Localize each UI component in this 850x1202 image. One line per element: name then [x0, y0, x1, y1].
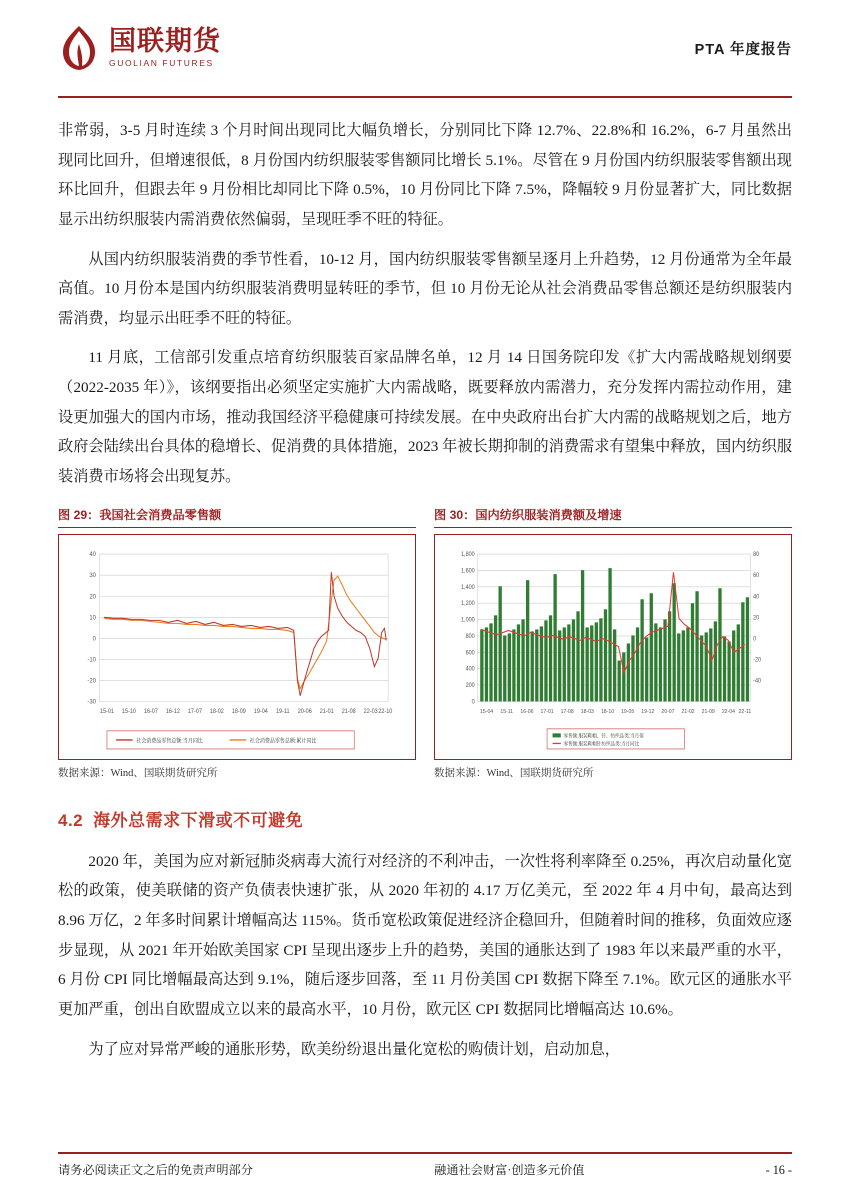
chart-retail-sales [63, 540, 411, 757]
svg-text:21-01: 21-01 [319, 708, 334, 715]
figure-29-source: 数据来源：Wind、国联期货研究所 [58, 767, 218, 779]
svg-text:40: 40 [753, 593, 760, 601]
svg-text:-10: -10 [87, 656, 96, 664]
svg-text:1,400: 1,400 [461, 584, 475, 591]
company-logo [58, 25, 221, 71]
svg-text:1,200: 1,200 [461, 600, 475, 607]
svg-text:15-04: 15-04 [480, 708, 494, 715]
svg-text:20: 20 [753, 614, 760, 622]
paragraph-1: 非常弱，3-5 月时连续 3 个月时间出现同比大幅负增长，分别同比下降 12.7%、22.8%和 16.2%，6-7 月虽然出现同比回升，但增速很低，8 月份国内纺织服装零售额同比增长 5.1%。尽管在 9 月份国内纺织服装零售额出现环比回升，但跟去年 9 月份相比却同比下降 0.5%，10 月份同比下降 7.5%，降幅较 9 月份显著扩大，同比数据显示出纺织服装内需消费依然偏弱，呈现旺季不旺的特征。 [58, 122, 792, 228]
svg-text:1,800: 1,800 [461, 551, 475, 558]
svg-text:21-08: 21-08 [341, 708, 356, 715]
svg-text:社会消费品零售总额:累计同比: 社会消费品零售总额:累计同比 [249, 737, 317, 745]
figure-30-source: 数据来源：Wind、国联期货研究所 [434, 767, 594, 779]
section-heading [58, 806, 792, 831]
svg-text:19-05: 19-05 [621, 708, 635, 715]
svg-text:19-11: 19-11 [275, 708, 290, 715]
figure-30 [434, 506, 792, 780]
figure-29 [58, 506, 416, 780]
svg-text:0: 0 [471, 698, 475, 706]
svg-text:80: 80 [753, 551, 760, 558]
logo-text [109, 28, 221, 68]
svg-text:20-06: 20-06 [297, 708, 312, 715]
paragraph-3: 11 月底，工信部引发重点培育纺织服装百家品牌名单，12 月 14 日国务院印发《扩大内需战略规划纲要（2022-2035 年）》，该纲要指出必须坚定实施扩大内需战略，既要释放内需潜力，充分发挥内需拉动作用，建设更加强大的国内市场，推动我国经济平稳健康可持续发展。在中央政府出台扩大内需的战略规划之后，地方政府会陆续出台具体的稳增长、促消费的具体措施，2023 年被长期抑制的消费需求有望集中释放，国内纺织服装消费市场将会出现复苏。 [58, 349, 792, 486]
svg-text:600: 600 [465, 649, 475, 657]
svg-text:60: 60 [753, 572, 760, 579]
svg-text:22-10: 22-10 [378, 708, 393, 715]
svg-text:社会消费品零售总额:当月同比: 社会消费品零售总额:当月同比 [136, 737, 203, 745]
svg-text:19-12: 19-12 [641, 708, 655, 715]
svg-text:1,600: 1,600 [461, 567, 475, 575]
paragraph-5: 为了应对异常严峻的通胀形势，欧美纷纷退出量化宽松的购债计划，启动加息， [88, 1040, 620, 1058]
svg-text:-40: -40 [753, 678, 762, 685]
svg-text:15-01: 15-01 [99, 708, 114, 715]
logo-company-en: GUOLIAN FUTURES [109, 58, 214, 69]
svg-text:-30: -30 [87, 698, 96, 706]
section-title: 海外总需求下滑或不可避免 [93, 810, 304, 830]
svg-text:22-03: 22-03 [363, 708, 378, 715]
svg-text:18-03: 18-03 [580, 708, 594, 715]
svg-text:400: 400 [465, 666, 475, 673]
svg-text:-20: -20 [753, 657, 762, 664]
svg-text:18-09: 18-09 [231, 708, 246, 715]
svg-text:16-12: 16-12 [165, 708, 180, 715]
figure-29-chart [58, 534, 416, 760]
svg-text:200: 200 [465, 682, 475, 689]
svg-text:22-04: 22-04 [721, 708, 735, 715]
svg-text:22-11: 22-11 [738, 708, 752, 715]
footer-divider [58, 1152, 792, 1154]
logo-company-cn: 国联期货 [109, 26, 221, 57]
svg-text:18-10: 18-10 [600, 708, 615, 715]
header-divider [58, 96, 792, 98]
svg-text:0: 0 [753, 635, 757, 643]
svg-text:17-07: 17-07 [187, 708, 202, 715]
svg-text:20: 20 [89, 592, 96, 601]
page-header [58, 0, 792, 96]
figure-29-caption: 图 29：我国社会消费品零售额 [58, 506, 416, 528]
svg-text:19-04: 19-04 [253, 708, 268, 715]
chart-apparel-retail [439, 540, 787, 757]
footer-disclaimer: 请务必阅读正文之后的免责声明部分 [58, 1163, 253, 1177]
report-title: PTA 年度报告 [694, 41, 792, 58]
figure-30-chart [434, 534, 792, 760]
footer-slogan: 融通社会财富·创造多元价值 [434, 1163, 585, 1177]
svg-text:10: 10 [89, 613, 96, 622]
svg-text:16-07: 16-07 [143, 708, 158, 715]
svg-text:18-02: 18-02 [209, 708, 224, 715]
paragraph-2: 从国内纺织服装消费的季节性看，10-12 月，国内纺织服装零售额呈逐月上升趋势，12 月份通常为全年最高值。10 月份本是国内纺织服装消费明显转旺的季节，但 10 月份无论从社会消费品零售总额还是纺织服装内需消费，均显示出旺季不旺的特征。 [58, 250, 792, 327]
svg-text:20-07: 20-07 [661, 708, 675, 715]
svg-text:零售额:服装鞋帽、针、纺织品类:当月值: 零售额:服装鞋帽、针、纺织品类:当月值 [563, 733, 644, 740]
svg-text:21-02: 21-02 [681, 708, 695, 715]
svg-text:-20: -20 [87, 677, 96, 685]
figure-row [58, 506, 792, 780]
svg-text:15-10: 15-10 [121, 708, 136, 715]
svg-text:16-06: 16-06 [520, 708, 534, 715]
flame-logo-icon [58, 25, 100, 71]
section-number: 4.2 [58, 810, 84, 830]
figure-30-caption: 图 30：国内纺织服装消费额及增速 [434, 506, 792, 528]
svg-text:30: 30 [89, 571, 96, 579]
svg-text:17-01: 17-01 [540, 708, 554, 715]
svg-text:0: 0 [92, 634, 96, 643]
svg-text:21-09: 21-09 [701, 708, 715, 715]
svg-text:40: 40 [89, 550, 96, 558]
svg-text:17-08: 17-08 [560, 708, 574, 715]
svg-text:零售额:服装鞋帽针纺织品类:当月同比: 零售额:服装鞋帽针纺织品类:当月同比 [563, 741, 640, 748]
svg-text:15-11: 15-11 [500, 708, 514, 715]
svg-text:800: 800 [465, 633, 475, 640]
page-footer [58, 1152, 792, 1178]
svg-text:1,000: 1,000 [461, 617, 475, 624]
paragraph-4: 2020 年，美国为应对新冠肺炎病毒大流行对经济的不利冲击，一次性将利率降至 0.25%，再次启动量化宽松的政策，使美联储的资产负债表快速扩张，从 2020 年初的 4.17 万亿美元，至 2022 年 4 月中旬，最高达到 8.96 万亿，2 年多时间累计增幅高达 115%。货币宽松政策促进经济企稳回升，但随着时间的推移，负面效应逐步显现，从 2021 年开始欧美国家 CPI 呈现出逐步上升的趋势，美国的通胀达到了 1983 年以来最严重的水平，6 月份 CPI 同比增幅最高达到 9.1%，随后逐步回落，至 11 月份美国 CPI 数据下降至 7.1%。欧元区的通胀水平更加严重，创出自欧盟成立以来的最高水平，10 月份，欧元区 CPI 数据同比增幅高达 10.6%。 [58, 852, 793, 1018]
page-number: - 16 - [765, 1163, 792, 1177]
